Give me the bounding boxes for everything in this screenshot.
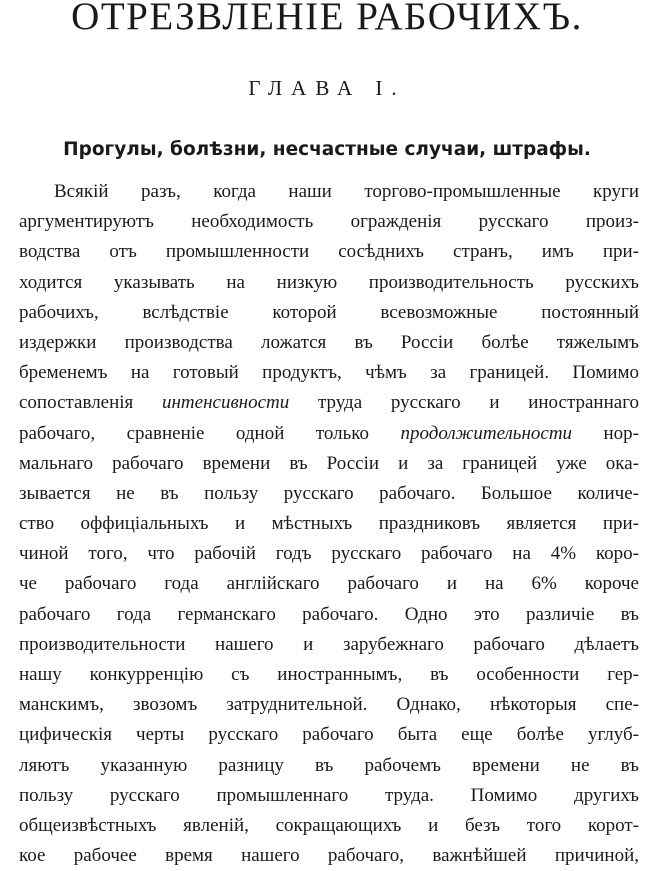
text-segment: чиной того, что рабочій годъ русскаго рабочаго на 4% коро- xyxy=(19,543,639,565)
text-segment: ходится указывать на низкую производительность русскихъ xyxy=(19,271,639,293)
text-line xyxy=(19,449,639,479)
text-line xyxy=(19,328,639,358)
text-line xyxy=(19,781,639,811)
text-segment: мальнаго рабочаго времени въ Россіи и за границей уже ока- xyxy=(19,452,639,474)
text-segment: кое рабочее время нашего рабочаго, важнѣйшей причиной, xyxy=(19,845,639,867)
page-title: ОТРЕЗВЛЕНІЕ РАБОЧИХЪ. xyxy=(71,0,583,38)
text-segment: пользу русскаго промышленнаго труда. Помимо другихъ xyxy=(19,784,639,806)
text-segment: цифическія черты русскаго рабочаго быта еще болѣе углуб- xyxy=(19,724,639,746)
text-segment: ство оффиціальныхъ и мѣстныхъ праздниковъ является при- xyxy=(19,513,639,535)
text-segment: Всякій разъ, когда наши торгово-промышленные круги xyxy=(54,181,639,202)
text-segment: общеизвѣстныхъ явленій, сокращающихъ и безъ того корот- xyxy=(19,814,639,836)
text-segment: че рабочаго года англійскаго рабочаго и на 6% короче xyxy=(19,573,639,595)
text-segment: зывается не въ пользу русскаго рабочаго. Большое количе- xyxy=(19,482,639,504)
text-segment: рабочаго, сравненіе одной только xyxy=(19,422,401,444)
text-line xyxy=(19,479,639,509)
text-line xyxy=(19,811,639,841)
text-line xyxy=(19,539,639,569)
text-line xyxy=(19,358,639,388)
text-segment: бременемъ на готовый продуктъ, чѣмъ за границей. Помимо xyxy=(19,362,639,384)
text-segment: производительности нашего и зарубежнаго рабочаго дѣлаетъ xyxy=(19,633,639,655)
emphasis-text: продолжительности xyxy=(400,422,573,444)
text-segment: манскимъ, звозомъ затруднительной. Однако, нѣкоторыя спе- xyxy=(19,694,639,716)
text-line xyxy=(19,751,639,781)
text-line xyxy=(19,419,639,449)
body-paragraph xyxy=(19,177,639,871)
text-segment: труда русскаго и иностраннаго xyxy=(289,392,640,414)
chapter-heading: ГЛАВА I. xyxy=(248,76,406,100)
section-title: Прогулы, болѣзни, несчастные случаи, штрафы. xyxy=(63,139,591,160)
text-line xyxy=(19,237,639,267)
text-segment: издержки производства ложатся въ Россіи болѣе тяжелымъ xyxy=(19,331,639,353)
text-line xyxy=(19,569,639,599)
text-line xyxy=(19,841,639,871)
text-line xyxy=(19,600,639,630)
text-segment: нашу конкурренцію съ иностраннымъ, въ особенности гер- xyxy=(19,664,639,685)
text-segment: сопоставленія xyxy=(19,392,162,414)
text-line xyxy=(19,720,639,750)
emphasis-text: интенсивности xyxy=(162,392,290,414)
text-segment: рабочихъ, вслѣдствіе которой всевозможные постоянный xyxy=(19,301,639,323)
text-segment: рабочаго года германскаго рабочаго. Одно это различіе въ xyxy=(19,603,639,625)
text-segment: водства отъ промышленности сосѣднихъ странъ, имъ при- xyxy=(19,241,639,263)
text-line xyxy=(19,509,639,539)
text-line xyxy=(19,177,639,207)
text-line xyxy=(19,388,639,418)
text-line xyxy=(19,298,639,328)
text-line xyxy=(19,207,639,237)
text-segment: аргументируютъ необходимость огражденія русскаго произ- xyxy=(19,211,639,233)
text-line xyxy=(19,268,639,298)
text-line xyxy=(19,660,639,690)
text-line xyxy=(19,690,639,720)
text-line xyxy=(19,630,639,660)
text-segment: ляютъ указанную разницу въ рабочемъ времени не въ xyxy=(19,754,639,776)
text-segment: нор- xyxy=(572,422,640,444)
